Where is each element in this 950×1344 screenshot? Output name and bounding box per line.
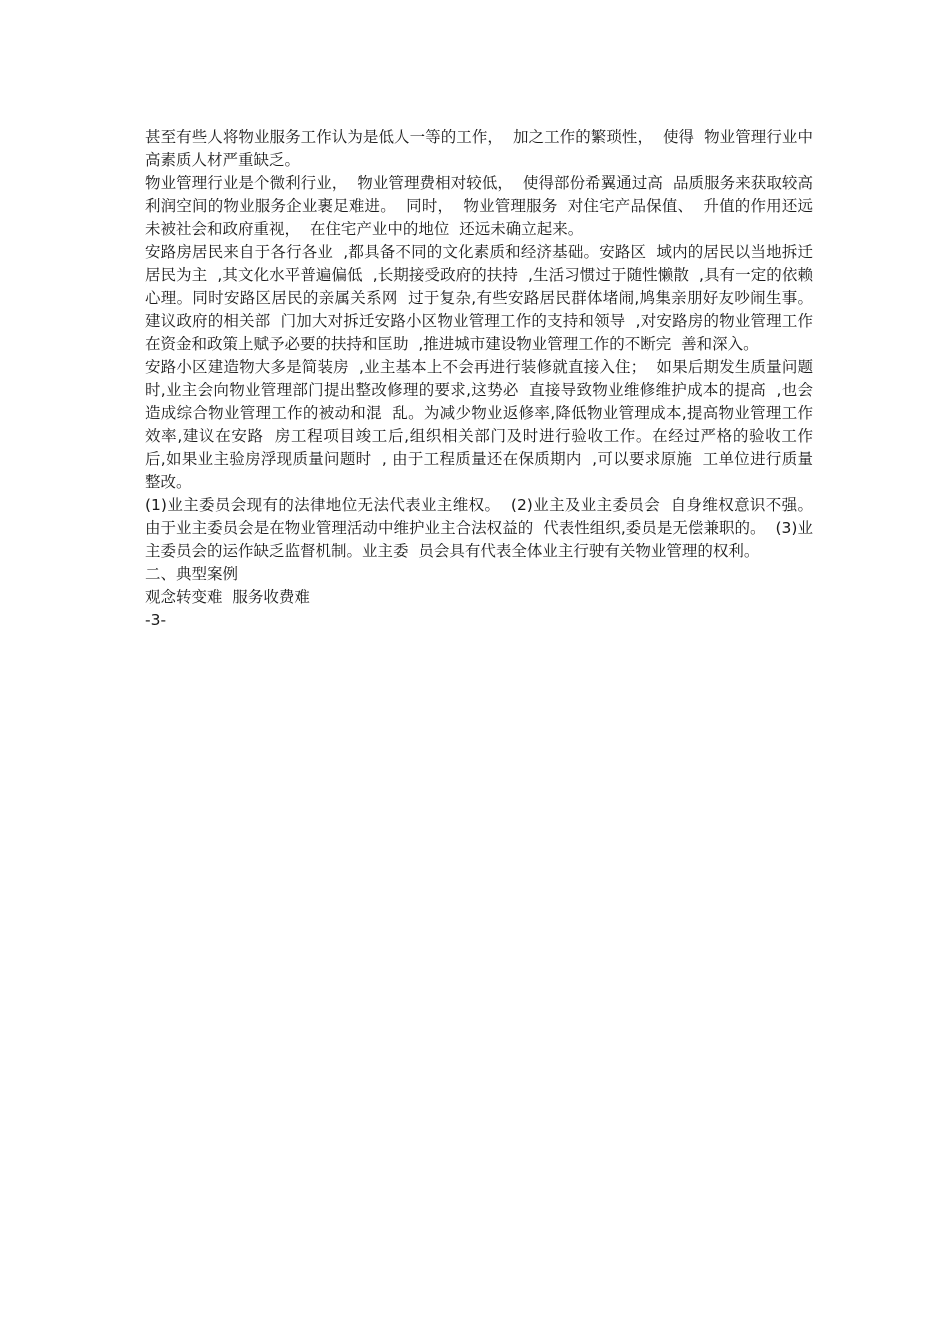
section-heading: 二、典型案例 bbox=[145, 565, 239, 583]
page-number: -3- bbox=[145, 611, 167, 629]
paragraph-2: 物业管理行业是个微利行业， 物业管理费相对较低， 使得部份希翼通过高 品质服务来获取较高利润空间的物业服务企业裹足难进。 同时， 物业管理服务 对住宅产品保值、 升值的作用还远未被社会和政府重视， 在住宅产业中的地位 还远未确立起来。 bbox=[145, 174, 813, 238]
paragraph-3: 安路房居民来自于各行各业 ,都具备不同的文化素质和经济基础。安路区 域内的居民以当地拆迁居民为主 ,其文化水平普遍偏低 ,长期接受政府的扶持 ,生活习惯过于随性懒散 ,具有一定的依赖心理。同时安路区居民的亲属关系网 过于复杂,有些安路居民群体堵闹,鸠集亲朋好友吵闹生事。建议政府的相关部 门加大对拆迁安路小区物业管理工作的支持和领导 ,对安路房的物业管理工作 在资金和政策上赋予必要的扶持和匡助 ,推进城市建设物业管理工作的不断完 善和深入。 bbox=[145, 243, 823, 353]
document-body bbox=[145, 126, 823, 632]
paragraph-1: 甚至有些人将物业服务工作认为是低人一等的工作， 加之工作的繁琐性， 使得 物业管理行业中高素质人材严重缺乏。 bbox=[145, 128, 813, 169]
paragraph-4: 安路小区建造物大多是简装房 ,业主基本上不会再进行装修就直接入住； 如果后期发生质量问题时,业主会向物业管理部门提出整改修理的要求,这势必 直接导致物业维修维护成本的提高 ,也会造成综合物业管理工作的被动和混 乱。为减少物业返修率,降低物业管理成本,提高物业管理工作效率,建议在安路 房工程项目竣工后,组织相关部门及时进行验收工作。在经过严格的验收工作 后,如果业主验房浮现质量问题时 , 由于工程质量还在保质期内 ,可以要求原施 工单位进行质量整改。 bbox=[145, 358, 823, 491]
paragraph-5: (1)业主委员会现有的法律地位无法代表业主维权。 (2)业主及业主委员会 自身维权意识不强。 由于业主委员会是在物业管理活动中维护业主合法权益的 代表性组织,委员是无偿兼职的。 (3)业主委员会的运作缺乏监督机制。业主委 员会具有代表全体业主行驶有关物业管理的权利。 bbox=[145, 496, 823, 560]
case-line: 观念转变难 服务收费难 bbox=[145, 588, 310, 606]
